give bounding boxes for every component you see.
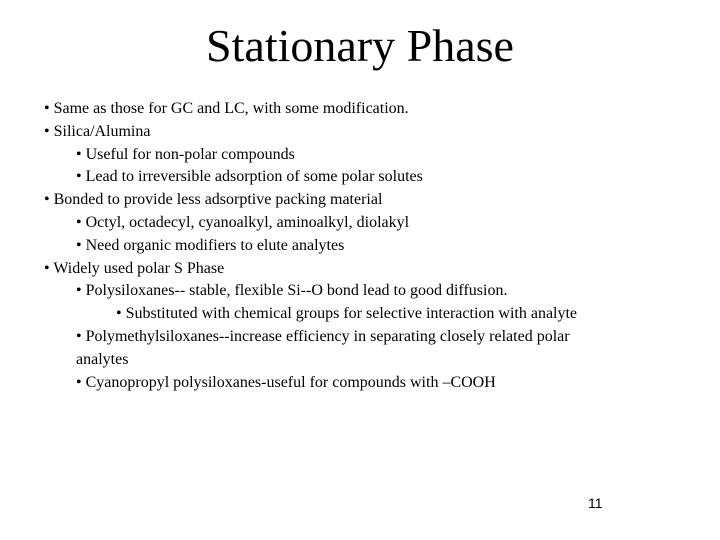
bullet-item: • Widely used polar S Phase [44, 259, 225, 277]
bullet-item: • Silica/Alumina [44, 122, 151, 140]
sub-bullet-item: • Lead to irreversible adsorption of some polar solutes [76, 168, 423, 186]
sub-bullet-item: • Cyanopropyl polysiloxanes-useful for compounds with –COOH [76, 373, 496, 391]
bullet-item: • Same as those for GC and LC, with some modification. [44, 100, 409, 117]
sub-bullet-item: • Need organic modifiers to elute analytes [76, 236, 345, 254]
sub-bullet-item: • Useful for non-polar compounds [76, 145, 295, 163]
slide-title: Stationary Phase [206, 20, 514, 71]
sub-sub-bullet-item: • Substituted with chemical groups for selective interaction with analyte [116, 305, 578, 323]
sub-bullet-continuation: analytes [76, 350, 129, 368]
sub-bullet-item: • Polymethylsiloxanes--increase efficiency in separating closely related polar [76, 327, 570, 345]
bullet-list [44, 98, 684, 394]
sub-bullet-item: • Octyl, octadecyl, cyanoalkyl, aminoalkyl, diolakyl [76, 213, 410, 231]
sub-bullet-item: • Polysiloxanes-- stable, flexible Si--O bond lead to good diffusion. [76, 282, 508, 300]
bullet-item: • Bonded to provide less adsorptive packing material [44, 191, 383, 209]
slide-number: 11 [588, 495, 603, 511]
